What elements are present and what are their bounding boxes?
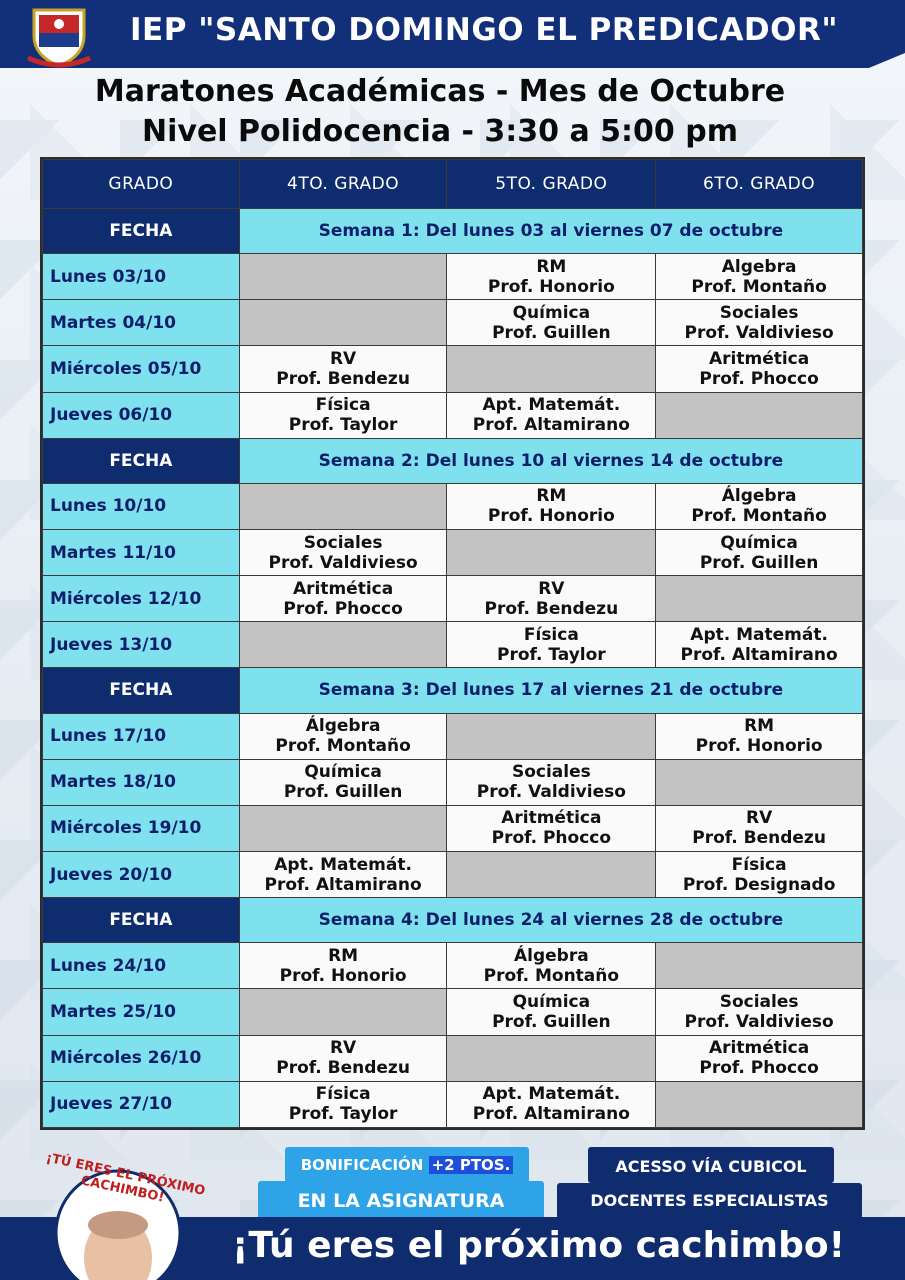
bonus-label: BONIFICACIÓN <box>300 1156 424 1174</box>
class-cell <box>656 805 863 851</box>
teacher-name: Prof. Honorio <box>487 506 615 527</box>
class-cell <box>447 392 656 438</box>
day-cell: Miércoles 26/10 <box>43 1035 240 1081</box>
teachers-badge: DOCENTES ESPECIALISTAS <box>557 1183 862 1219</box>
course-name: Apt. Matemát. <box>690 624 828 645</box>
teacher-name: Prof. Taylor <box>288 1104 398 1125</box>
course-name: RV <box>538 578 565 599</box>
table-row <box>43 483 863 529</box>
empty-slot <box>656 1081 863 1127</box>
course-name: Aritmética <box>708 348 810 369</box>
empty-slot <box>656 943 863 989</box>
teacher-name: Prof. Honorio <box>487 276 615 297</box>
table-row <box>43 392 863 438</box>
course-name: Química <box>512 302 591 323</box>
bonus-subject: EN LA ASIGNATURA <box>258 1181 544 1221</box>
course-name: RM <box>744 716 775 737</box>
teacher-name: Prof. Guillen <box>699 552 819 573</box>
table-row <box>43 805 863 851</box>
class-cell <box>239 392 447 438</box>
teacher-name: Prof. Valdivieso <box>268 552 418 573</box>
day-cell: Jueves 20/10 <box>43 851 240 897</box>
course-name: Aritmética <box>501 808 602 829</box>
class-cell <box>239 1081 447 1127</box>
week-title: Semana 2: Del lunes 10 al viernes 14 de octubre <box>239 438 862 483</box>
course-name: Apt. Matemát. <box>482 395 621 416</box>
class-cell <box>447 805 656 851</box>
school-crest-icon <box>26 6 92 68</box>
week-title: Semana 3: Del lunes 17 al viernes 21 de octubre <box>239 668 862 713</box>
table-row <box>43 576 863 622</box>
day-cell: Lunes 10/10 <box>43 483 240 529</box>
empty-slot <box>447 713 656 759</box>
class-cell <box>239 943 447 989</box>
teacher-name: Prof. Phocco <box>699 1058 819 1079</box>
week-header-row <box>43 898 863 943</box>
course-name: Aritmética <box>292 578 394 599</box>
course-name: Sociales <box>303 532 383 553</box>
table-row <box>43 529 863 575</box>
header-grado: GRADO <box>43 160 240 209</box>
teacher-name: Prof. Altamirano <box>472 1104 630 1125</box>
teacher-name: Prof. Bendezu <box>276 1058 410 1079</box>
teacher-name: Prof. Phocco <box>699 368 819 389</box>
day-cell: Miércoles 05/10 <box>43 346 240 392</box>
teacher-name: Prof. Guillen <box>283 782 403 803</box>
class-cell <box>447 483 656 529</box>
fecha-label: FECHA <box>43 209 240 254</box>
week-title: Semana 4: Del lunes 24 al viernes 28 de octubre <box>239 898 862 943</box>
teacher-name: Prof. Honorio <box>279 965 407 986</box>
class-cell <box>239 851 447 897</box>
week-title: Semana 1: Del lunes 03 al viernes 07 de octubre <box>239 209 862 254</box>
class-cell <box>447 576 656 622</box>
empty-slot <box>239 300 447 346</box>
teacher-name: Prof. Valdivieso <box>684 322 834 343</box>
day-cell: Jueves 13/10 <box>43 622 240 668</box>
teacher-name: Prof. Montaño <box>691 276 827 297</box>
fecha-label: FECHA <box>43 438 240 483</box>
empty-slot <box>656 576 863 622</box>
bonus-points: +2 PTOS. <box>429 1156 514 1174</box>
class-cell <box>656 254 863 300</box>
teacher-name: Prof. Montaño <box>691 506 827 527</box>
empty-slot <box>447 346 656 392</box>
slogan: ¡Tú eres el próximo cachimbo! <box>232 1225 845 1266</box>
class-cell <box>447 254 656 300</box>
header-5to-grado: 5TO. GRADO <box>447 160 656 209</box>
teacher-name: Prof. Guillen <box>492 322 611 343</box>
course-name: Física <box>731 854 787 875</box>
course-name: Química <box>304 762 382 783</box>
class-cell <box>656 300 863 346</box>
day-cell: Martes 11/10 <box>43 529 240 575</box>
class-cell <box>656 989 863 1035</box>
teacher-name: Prof. Altamirano <box>472 415 630 436</box>
teacher-name: Prof. Altamirano <box>680 644 838 665</box>
class-cell <box>656 622 863 668</box>
class-cell <box>239 346 447 392</box>
course-name: Apt. Matemát. <box>482 1084 621 1105</box>
course-name: RM <box>536 256 567 277</box>
course-name: RV <box>329 1038 357 1059</box>
teacher-name: Prof. Bendezu <box>484 598 619 619</box>
header-6to-grado: 6TO. GRADO <box>656 160 863 209</box>
class-cell <box>656 529 863 575</box>
class-cell <box>447 300 656 346</box>
course-name: Química <box>512 991 591 1012</box>
course-name: RM <box>536 486 567 507</box>
course-name: Álgebra <box>513 945 589 966</box>
class-cell <box>656 1035 863 1081</box>
day-cell: Jueves 27/10 <box>43 1081 240 1127</box>
week-header-row <box>43 668 863 713</box>
empty-slot <box>239 254 447 300</box>
class-cell <box>447 943 656 989</box>
empty-slot <box>239 805 447 851</box>
day-cell: Lunes 24/10 <box>43 943 240 989</box>
class-cell <box>239 576 447 622</box>
table-row <box>43 1035 863 1081</box>
table-row <box>43 943 863 989</box>
course-name: Álgebra <box>305 716 381 737</box>
course-name: Física <box>315 1084 371 1105</box>
class-cell <box>656 483 863 529</box>
page-subtitle: Nivel Polidocencia - 3:30 a 5:00 pm <box>142 114 738 149</box>
class-cell <box>656 851 863 897</box>
day-cell: Martes 18/10 <box>43 759 240 805</box>
teacher-name: Prof. Montaño <box>483 965 620 986</box>
class-cell <box>239 759 447 805</box>
teacher-name: Prof. Valdivieso <box>684 1011 834 1032</box>
header-4to-grado: 4TO. GRADO <box>239 160 447 209</box>
empty-slot <box>447 529 656 575</box>
week-header-row <box>43 209 863 254</box>
class-cell <box>447 1081 656 1127</box>
empty-slot <box>239 622 447 668</box>
fecha-label: FECHA <box>43 898 240 943</box>
table-row <box>43 622 863 668</box>
course-name: RV <box>329 348 357 369</box>
teacher-name: Prof. Designado <box>682 874 836 895</box>
teacher-name: Prof. Bendezu <box>276 368 410 389</box>
table-header-row <box>43 160 863 209</box>
teacher-name: Prof. Phocco <box>283 598 403 619</box>
teacher-name: Prof. Taylor <box>288 415 398 436</box>
day-cell: Miércoles 19/10 <box>43 805 240 851</box>
class-cell <box>239 713 447 759</box>
stamp-text: ¡TÚ ERES EL PRÓXIMO CACHIMBO! <box>44 1150 207 1206</box>
footer <box>0 1145 905 1280</box>
table-row <box>43 254 863 300</box>
course-name: Álgebra <box>721 486 797 507</box>
day-cell: Jueves 06/10 <box>43 392 240 438</box>
page-title: Maratones Académicas - Mes de Octubre <box>94 74 786 109</box>
teacher-name: Prof. Guillen <box>492 1011 611 1032</box>
table-row <box>43 713 863 759</box>
schedule-table <box>40 157 865 1130</box>
course-name: Algebra <box>721 256 797 277</box>
day-cell: Miércoles 12/10 <box>43 576 240 622</box>
course-name: Sociales <box>719 302 799 323</box>
teacher-name: Prof. Honorio <box>695 736 823 757</box>
table-row <box>43 989 863 1035</box>
day-cell: Lunes 17/10 <box>43 713 240 759</box>
course-name: Sociales <box>511 762 591 783</box>
course-name: Química <box>720 532 798 553</box>
table-row <box>43 759 863 805</box>
bonus-badge <box>285 1147 529 1183</box>
empty-slot <box>447 1035 656 1081</box>
course-name: Física <box>523 624 579 645</box>
table-row <box>43 300 863 346</box>
class-cell <box>447 622 656 668</box>
table-row <box>43 1081 863 1127</box>
empty-slot <box>239 483 447 529</box>
empty-slot <box>447 851 656 897</box>
class-cell <box>447 759 656 805</box>
week-header-row <box>43 438 863 483</box>
teacher-name: Prof. Valdivieso <box>476 782 626 803</box>
table-row <box>43 851 863 897</box>
course-name: Apt. Matemát. <box>274 854 412 875</box>
access-badge: ACESSO VÍA CUBICOL <box>588 1147 834 1183</box>
class-cell <box>447 989 656 1035</box>
teacher-name: Prof. Phocco <box>491 828 612 849</box>
empty-slot <box>239 989 447 1035</box>
course-name: Aritmética <box>708 1038 810 1059</box>
teacher-name: Prof. Taylor <box>496 644 606 665</box>
teacher-name: Prof. Altamirano <box>264 874 422 895</box>
teacher-name: Prof. Bendezu <box>692 828 826 849</box>
day-cell: Martes 25/10 <box>43 989 240 1035</box>
school-name: IEP "SANTO DOMINGO EL PREDICADOR" <box>130 12 839 48</box>
course-name: Sociales <box>719 991 799 1012</box>
day-cell: Lunes 03/10 <box>43 254 240 300</box>
class-cell <box>239 529 447 575</box>
table-row <box>43 346 863 392</box>
course-name: RM <box>328 945 359 966</box>
class-cell <box>656 713 863 759</box>
class-cell <box>239 1035 447 1081</box>
course-name: RV <box>745 808 773 829</box>
fecha-label: FECHA <box>43 668 240 713</box>
day-cell: Martes 04/10 <box>43 300 240 346</box>
teacher-name: Prof. Montaño <box>275 736 411 757</box>
empty-slot <box>656 759 863 805</box>
course-name: Física <box>315 395 371 416</box>
empty-slot <box>656 392 863 438</box>
class-cell <box>656 346 863 392</box>
